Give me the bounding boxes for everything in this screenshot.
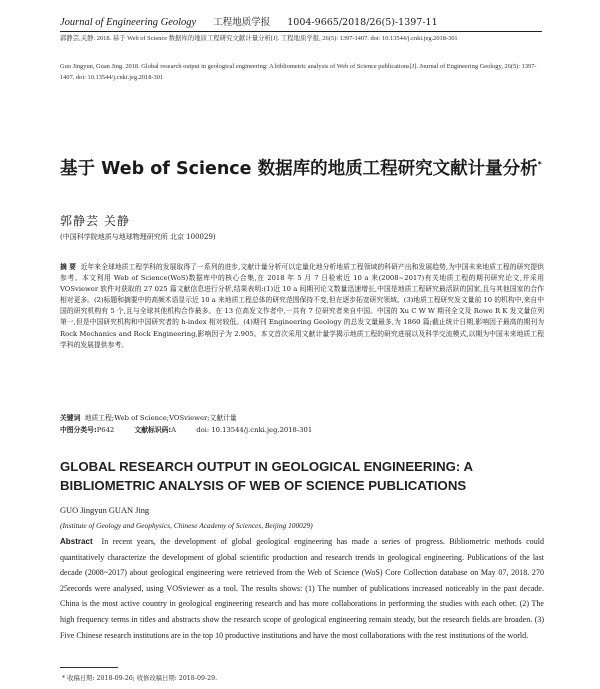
title-footnote-mark: * — [537, 160, 542, 169]
authors-en: GUO Jingyun GUAN Jing — [60, 506, 150, 515]
classification-cn — [60, 424, 544, 434]
keywords-cn-text: 地质工程;Web of Science;VOSviewer;文献计量 — [84, 414, 237, 422]
abstract-en-text: In recent years, the development of global geological engineering has made a series of progress. Bibliometric methods could quantitatively characterize the development of global scientific production and research trends in geological engineering. Publications of the last decade (2008~2017) about geological engineering were retrieved from the Web of Science (WoS) Core Collection database on May 07, 2018. 270 25records were analysed, using VOSviewer as a tool. The results shows: (1) The number of publications increased noticeably in the past decade. China is the most active country in geological engineering research and has more collaborations in performing the studies with each other. (2) The high frequency terms in titles and abstracts show the research scope of geological engineering remain steady, but the research fields are broaden. (3) Five Chinese research institutions are in the top 10 productive institutions and have the most collaborations with the rest institutions of the world. — [60, 537, 544, 640]
doc-code-value: A — [171, 426, 177, 434]
abstract-cn-label: 摘 要 — [60, 263, 77, 271]
affiliation-en: (Institute of Geology and Geophysics, Chinese Academy of Sciences, Beijing 100029) — [60, 521, 313, 530]
article-title-en: GLOBAL RESEARCH OUTPUT IN GEOLOGICAL ENGINEERING: A BIBLIOMETRIC ANALYSIS OF WEB OF SCIENCE PUBLICATIONS — [60, 459, 473, 493]
citation-en: Guo Jingyun, Guan Jing. 2018. Global research output in geological engineering: A bibliometric analysis of Web of Science publications[J]. Journal of Engineering Geology, 26(5): 1397-1407. doi: 10.13544/j.cnki.jeg.2018-301 — [60, 63, 537, 81]
issn-info: 1004-9665/2018/26(5)-1397-11 — [287, 17, 438, 28]
clc-value: P642 — [96, 426, 115, 434]
journal-header — [60, 14, 542, 32]
abstract-cn-text: 近年来全球地质工程学科的发展取得了一系列的进步,文献计量分析可以定量化地分析地质工程领域的科研产出和发展趋势,为中国未来地质工程的研究提供参考。本文利用 Web of Science(WoS)数据库中的核心合集,在 2018 年 5 月 7 日检索近 10 a 来(2008~2017)有关地质工程的期刊研究论文,并采用 VOSviewer 软件对获取的 27 025 篇文献信息进行分析,结果表明:(1)近 10 a 间期刊论文数量迅速增长,中国是地质工程研究最活跃的国家,且与其他国家的合作相对更多。(2)标题和摘要中的高频术语显示近 10 a 来地质工程总体的研究范围保持不变,但在逐步拓宽研究领域。(3)地质工程研究发文量前 10 的机构中,来自中国的研究机构有 5 个,且与全球其他机构合作最多。在 13 位高发文作者中,一共有 7 位研究者来自中国。中国的 Xu C W W 期刊全文及 Rowe R K 发文量位列第一,但是中国研究机构和中国研究者的 h-index 相对较低。(4)期刊 Engineering Geology 的总发文量最多,为 1860 篇;截止统计日期,影响因子最高的期刊为 Rock Mechanics and Rock Engineering,影响因子为 2.905。本文首次采用文献计量学揭示地质工程的研究进展以及科学交流模式,以期为中国未来地质工程学科的发展提供参考。 — [60, 263, 544, 349]
keywords-cn — [60, 412, 544, 422]
clc-label: 中图分类号: — [60, 426, 97, 434]
doi-value: 10.13544/j.cnki.jeg.2018-301 — [211, 426, 313, 434]
doc-code-label: 文献标识码: — [134, 426, 172, 434]
journal-name-cn: 工程地质学报 — [213, 17, 271, 28]
abstract-en-label: Abstract — [60, 537, 93, 546]
footnote: * 收稿日期: 2018-09-26; 收修改稿日期: 2018-09-29. — [62, 675, 218, 682]
footnote-divider — [60, 667, 118, 668]
keywords-cn-label: 关键词 — [60, 414, 81, 422]
article-title-cn — [60, 152, 550, 182]
title-cn-text: 基于 Web of Science 数据库的地质工程研究文献计量分析 — [60, 158, 538, 179]
journal-name-en: Journal of Engineering Geology — [60, 17, 197, 28]
doi-label: doi: — [196, 426, 210, 434]
affiliation-cn: (中国科学院地质与地球物理研究所 北京 100029) — [60, 233, 216, 241]
authors-cn: 郭静芸 关静 — [60, 214, 130, 228]
abstract-en — [60, 534, 544, 643]
abstract-cn — [60, 262, 544, 351]
citation-cn: 郭静芸,关静. 2018. 基于 Web of Science 数据库的地质工程研究文献计量分析[J]. 工程地质学报, 26(5): 1397-1407. doi: 10.13544/j.cnki.jeg.2018-301 — [60, 35, 458, 42]
